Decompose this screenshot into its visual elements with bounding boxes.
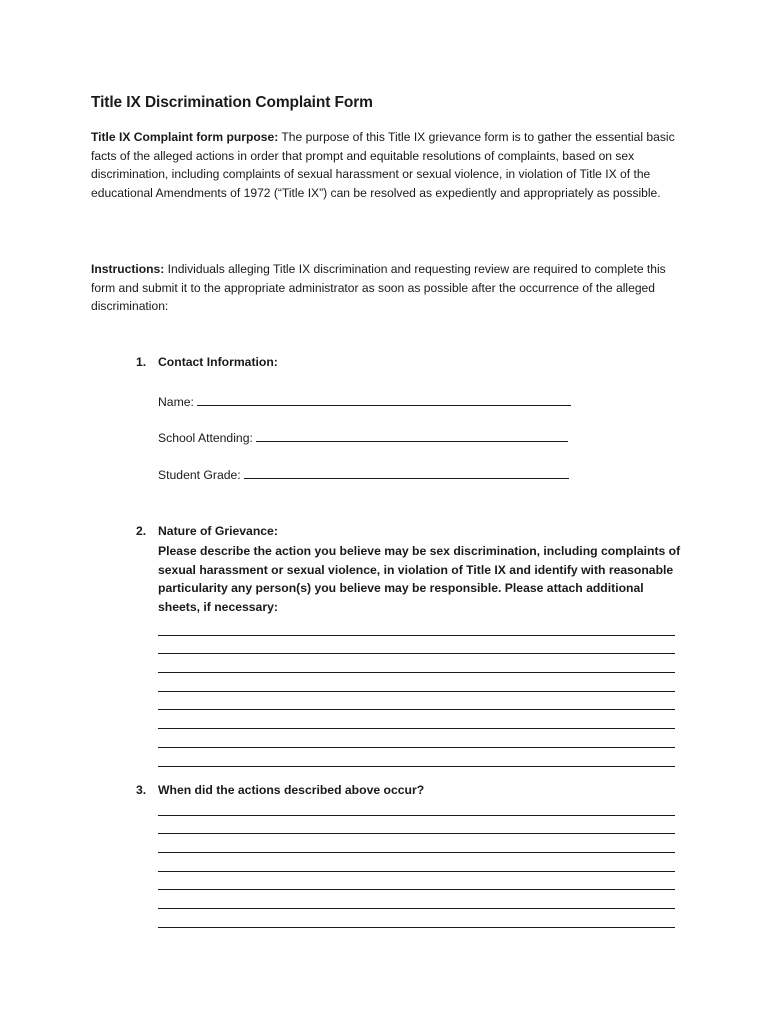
answer-line[interactable] — [158, 872, 675, 891]
answer-line[interactable] — [158, 834, 675, 853]
student-grade-label: Student Grade: — [158, 468, 245, 482]
section-title: Contact Information: — [158, 355, 278, 369]
answer-line[interactable] — [158, 654, 675, 673]
instructions-text: Individuals alleging Title IX discrimination and requesting review are required to complete this form and submit it to the appropriate administrator as soon as possible after the occurrence of the alleged discrimination: — [91, 262, 666, 314]
answer-line[interactable] — [158, 797, 675, 816]
answer-line[interactable] — [158, 617, 675, 636]
answer-line[interactable] — [158, 692, 675, 711]
student-grade-input-line[interactable] — [244, 466, 569, 479]
section-title: When did the actions described above occur? — [158, 783, 425, 797]
answer-line[interactable] — [158, 909, 675, 928]
school-attending-field — [158, 429, 568, 445]
answer-line[interactable] — [158, 816, 675, 835]
name-label: Name: — [158, 395, 198, 409]
section-title: Nature of Grievance: — [158, 524, 278, 538]
section-number: 2. — [136, 524, 147, 538]
purpose-label: Title IX Complaint form purpose: — [91, 130, 279, 144]
school-attending-label: School Attending: — [158, 431, 257, 445]
name-field — [158, 393, 571, 409]
school-attending-input-line[interactable] — [256, 429, 568, 442]
answer-line[interactable] — [158, 853, 675, 872]
purpose-text: The purpose of this Title IX grievance form is to gather the essential basic facts of the alleged actions in order that prompt and equitable resolutions of complaints, based on sex discrimination, including complaints of sexual harassment or sexual violence, in violation of Title IX of the educational Amendments of 1972 (“Title IX”) can be resolved as expediently and appropriately as possible. — [91, 130, 675, 201]
student-grade-field — [158, 466, 569, 482]
grievance-answer-lines[interactable] — [158, 617, 675, 767]
section-number: 1. — [136, 355, 147, 369]
instructions-label: Instructions: — [91, 262, 165, 276]
answer-line[interactable] — [158, 673, 675, 692]
page-title: Title IX Discrimination Complaint Form — [91, 94, 373, 111]
purpose-paragraph — [91, 128, 683, 203]
answer-line[interactable] — [158, 710, 675, 729]
occurrence-answer-lines[interactable] — [158, 797, 675, 928]
answer-line[interactable] — [158, 890, 675, 909]
section-number: 3. — [136, 783, 147, 797]
instructions-paragraph — [91, 260, 683, 316]
answer-line[interactable] — [158, 636, 675, 655]
answer-line[interactable] — [158, 729, 675, 748]
answer-line[interactable] — [158, 748, 675, 767]
name-input-line[interactable] — [197, 393, 571, 406]
grievance-description: Please describe the action you believe may be sex discrimination, including complaints of sexual harassment or sexual violence, in violation of Title IX and identify with reasonable particularity any person(s) you believe may be responsible. Please attach additional sheets, if necessary: — [158, 544, 681, 615]
